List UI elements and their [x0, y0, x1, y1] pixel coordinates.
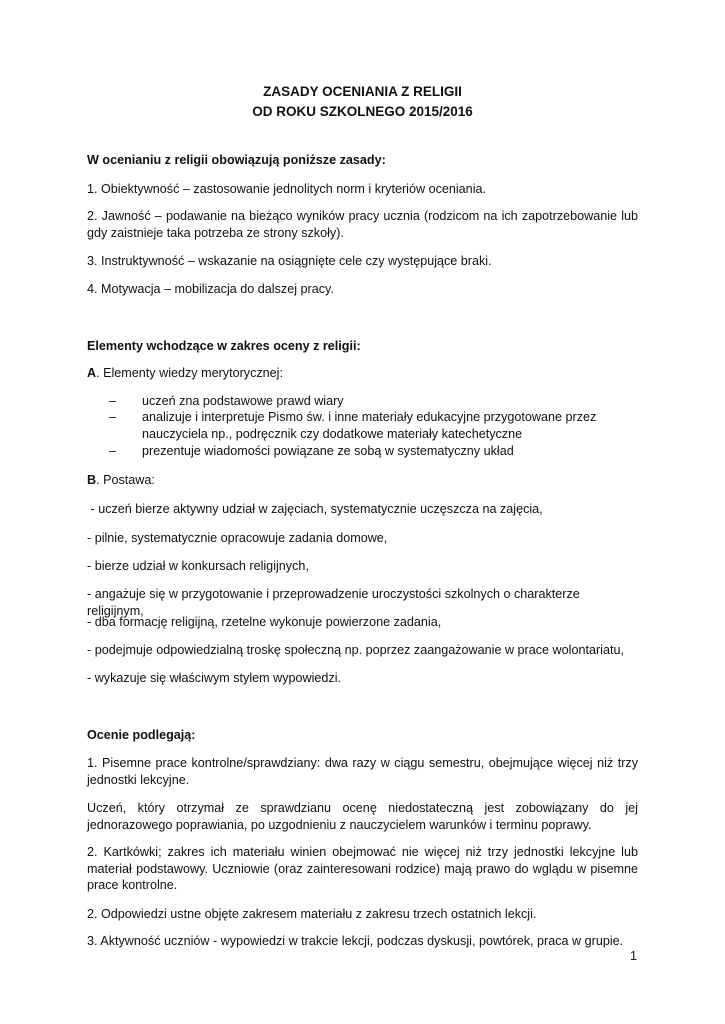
principle-item: 2. Jawność – podawanie na bieżąco wyników pracy ucznia (rodzicom na ich zapotrzebowanie lub gdy zaistnieje taka potrzeba ze strony szkoły). [87, 209, 638, 240]
principle-item: 3. Instruktywność – wskazanie na osiągnięte cele czy występujące braki. [87, 254, 492, 268]
assessed-item: 2. Odpowiedzi ustne objęte zakresem materiału z zakresu trzech ostatnich lekcji. [87, 907, 537, 921]
section-heading-principles: W ocenianiu z religii obowiązują poniższe zasady: [87, 153, 386, 167]
list-item-text: prezentuje wiadomości powiązane ze sobą w systematyczny układ [142, 444, 514, 458]
subsection-a-letter: A [87, 366, 97, 380]
section-heading-assessed: Ocenie podlegają: [87, 728, 196, 742]
dash-marker: – [109, 444, 117, 458]
attitude-item: - dba formację religijną, rzetelne wykonuje powierzone zadania, [87, 615, 442, 629]
assessed-item: 1. Pisemne prace kontrolne/sprawdziany: dwa razy w ciągu semestru, obejmujące więcej niż trzy jednostki lekcyjne. [87, 756, 638, 787]
dash-marker: – [109, 410, 117, 424]
subsection-b-letter: B [87, 473, 97, 487]
assessed-item: 2. Kartkówki; zakres ich materiału winien obejmować nie więcej niż trzy jednostki lekcyjne lub materiał podstawowy. Uczniowie (oraz zainteresowani rodzice) mają prawo do wglądu w pisemne prace kontrolne. [87, 845, 638, 892]
attitude-item: - angażuje się w przygotowanie i przeprowadzenie uroczystości szkolnych o charakterze religijnym, [87, 587, 580, 618]
principle-item: 4. Motywacja – mobilizacja do dalszej pracy. [87, 282, 334, 296]
subsection-a-label [87, 365, 638, 382]
attitude-item: - podejmuje odpowiedzialną troskę społeczną np. poprzez zaangażowanie w prace wolontariatu, [87, 643, 624, 657]
document-title-line1: ZASADY OCENIANIA Z RELIGII [263, 84, 462, 99]
list-item-text: analizuje i interpretuje Pismo św. i inne materiały edukacyjne przygotowane przez nauczyciela np., podręcznik czy dodatkowe materiały katechetyczne [142, 410, 597, 441]
dash-marker: – [109, 394, 117, 408]
attitude-item: - wykazuje się właściwym stylem wypowiedzi. [87, 671, 342, 685]
subsection-b-text: . Postawa: [96, 473, 155, 487]
assessed-item: Uczeń, który otrzymał ze sprawdzianu ocenę niedostateczną jest zobowiązany do jej jednorazowego poprawiania, po uzgodnieniu z nauczycielem warunków i terminu poprawy. [87, 801, 638, 832]
document-title-line2: OD ROKU SZKOLNEGO 2015/2016 [252, 104, 473, 119]
principle-item: 1. Obiektywność – zastosowanie jednolitych norm i kryteriów oceniania. [87, 182, 486, 196]
attitude-item: - bierze udział w konkursach religijnych, [87, 559, 309, 573]
assessed-item: 3. Aktywność uczniów - wypowiedzi w trakcie lekcji, podczas dyskusji, powtórek, praca w grupie. [87, 934, 624, 948]
subsection-b-label [87, 472, 638, 489]
page-number: 1 [630, 949, 637, 963]
attitude-item: - pilnie, systematycznie opracowuje zadania domowe, [87, 531, 388, 545]
subsection-a-text: . Elementy wiedzy merytorycznej: [96, 366, 283, 380]
section-heading-elements: Elementy wchodzące w zakres oceny z religii: [87, 339, 361, 353]
attitude-item: - uczeń bierze aktywny udział w zajęciach, systematycznie uczęszcza na zajęcia, [87, 502, 543, 516]
list-item-text: uczeń zna podstawowe prawd wiary [142, 394, 344, 408]
